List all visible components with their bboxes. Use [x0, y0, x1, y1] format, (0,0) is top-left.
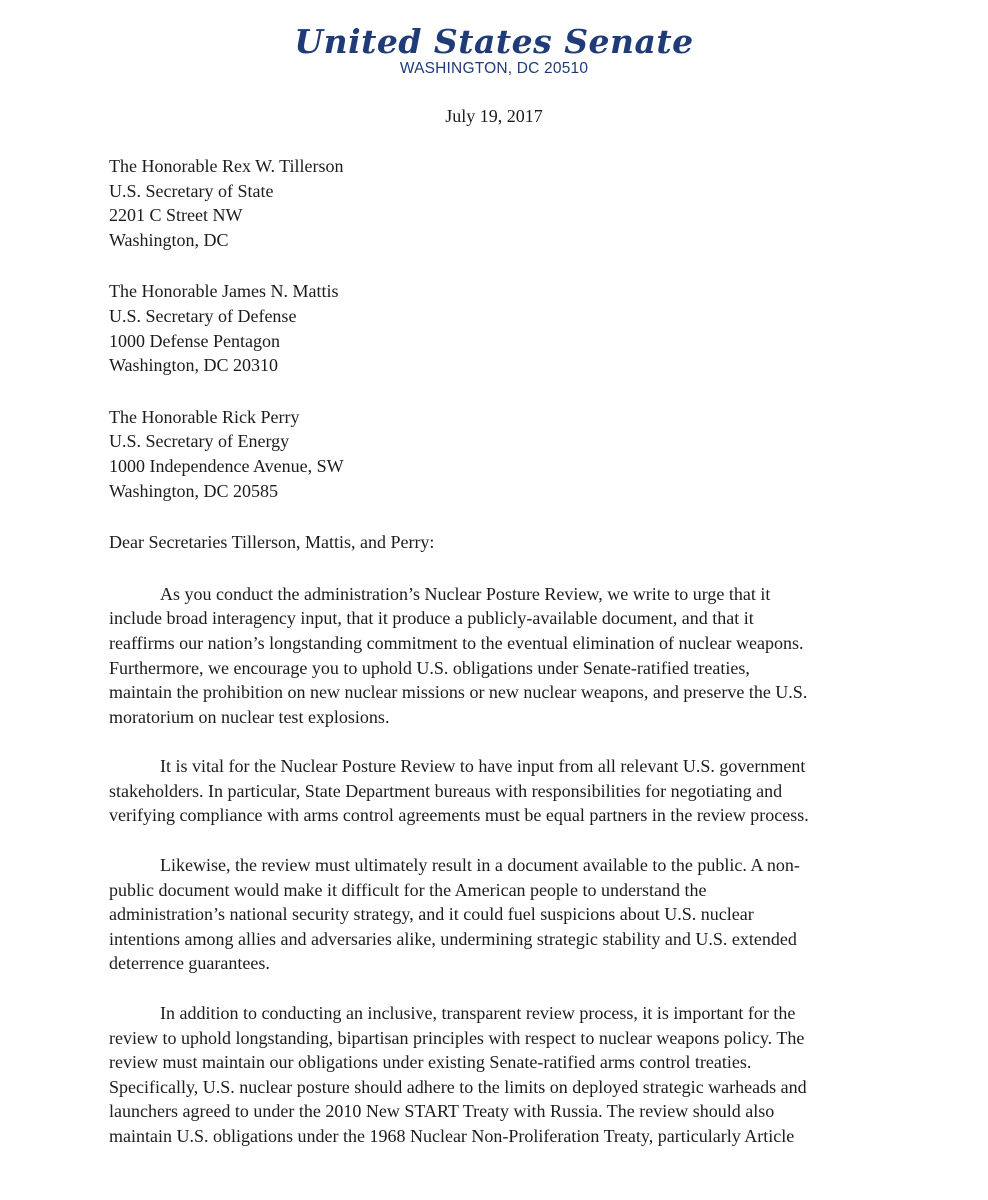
- address-line: 1000 Defense Pentagon: [109, 330, 280, 351]
- recipient-address-mattis: [109, 279, 894, 377]
- address-line: U.S. Secretary of Energy: [109, 431, 290, 452]
- address-line: Washington, DC: [109, 229, 229, 250]
- address-line: 2201 C Street NW: [109, 205, 243, 226]
- address-line: U.S. Secretary of Defense: [109, 305, 297, 326]
- letter-date: July 19, 2017: [445, 106, 543, 126]
- address-line: Washington, DC 20585: [109, 480, 279, 501]
- paragraph-line: Furthermore, we encourage you to uphold U.S. obligations under Senate-ratified treaties,: [109, 657, 750, 678]
- paragraph-line: review to uphold longstanding, bipartisan principles with respect to nuclear weapons policy. The: [109, 1027, 805, 1048]
- letter-body: [109, 154, 894, 1174]
- address-line: The Honorable Rex W. Tillerson: [109, 156, 344, 176]
- salutation: Dear Secretaries Tillerson, Mattis, and Perry:: [109, 532, 435, 553]
- letterhead: [0, 22, 988, 78]
- paragraph-4: [109, 1001, 894, 1149]
- paragraph-line: maintain the prohibition on new nuclear missions or new nuclear weapons, and preserve the U.S.: [109, 682, 808, 703]
- paragraph-line: launchers agreed to under the 2010 New START Treaty with Russia. The review should also: [109, 1101, 775, 1122]
- paragraph-line: moratorium on nuclear test explosions.: [109, 706, 390, 727]
- paragraph-line: In addition to conducting an inclusive, transparent review process, it is important for the: [160, 1003, 796, 1024]
- letterhead-title: United States Senate: [294, 22, 694, 61]
- paragraph-line: stakeholders. In particular, State Department bureaus with responsibilities for negotiating and: [109, 780, 783, 801]
- paragraph-line: maintain U.S. obligations under the 1968 Nuclear Non-Proliferation Treaty, particularly Article: [109, 1126, 795, 1146]
- paragraph-2: [109, 754, 894, 828]
- paragraph-3: [109, 853, 894, 976]
- address-line: Washington, DC 20310: [109, 355, 279, 376]
- paragraph-line: verifying compliance with arms control agreements must be equal partners in the review process.: [109, 805, 809, 826]
- address-line: The Honorable Rick Perry: [109, 406, 300, 427]
- paragraph-line: review must maintain our obligations under existing Senate-ratified arms control treaties.: [109, 1052, 752, 1073]
- paragraph-line: Likewise, the review must ultimately result in a document available to the public. A non-: [160, 855, 800, 876]
- paragraph-1: [109, 582, 894, 730]
- paragraph-line: administration’s national security strategy, and it could fuel suspicions about U.S. nuclear: [109, 904, 754, 925]
- letterhead-address: WASHINGTON, DC 20510: [399, 60, 589, 77]
- paragraph-line: As you conduct the administration’s Nuclear Posture Review, we write to urge that it: [160, 583, 771, 604]
- paragraph-line: intentions among allies and adversaries alike, undermining strategic stability and U.S. extended: [109, 928, 797, 949]
- paragraph-line: include broad interagency input, that it produce a publicly-available document, and that it: [109, 608, 754, 629]
- recipient-address-tillerson: [109, 154, 894, 252]
- paragraph-line: public document would make it difficult for the American people to understand the: [109, 879, 707, 900]
- paragraph-line: It is vital for the Nuclear Posture Review to have input from all relevant U.S. government: [160, 756, 806, 777]
- address-line: 1000 Independence Avenue, SW: [109, 455, 344, 476]
- paragraph-line: Specifically, U.S. nuclear posture should adhere to the limits on deployed strategic warheads and: [109, 1076, 807, 1097]
- address-line: U.S. Secretary of State: [109, 180, 274, 201]
- paragraph-line: deterrence guarantees.: [109, 953, 270, 974]
- recipient-address-perry: [109, 405, 894, 503]
- paragraph-line: reaffirms our nation’s longstanding commitment to the eventual elimination of nuclear weapons.: [109, 632, 804, 653]
- address-line: The Honorable James N. Mattis: [109, 281, 339, 302]
